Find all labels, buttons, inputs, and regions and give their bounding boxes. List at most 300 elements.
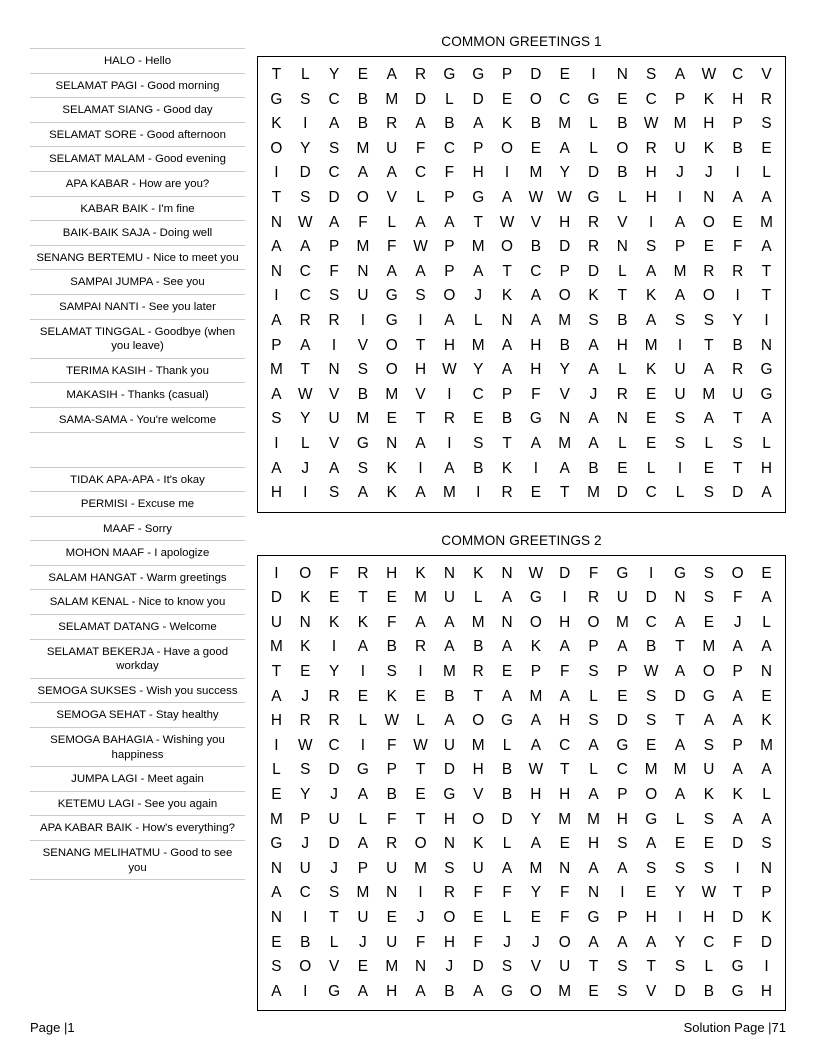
- grid-cell: D: [559, 564, 571, 582]
- grid-cell: L: [762, 164, 771, 182]
- grid-cell: H: [530, 786, 542, 804]
- grid-cell: S: [501, 958, 513, 976]
- grid-cell: A: [271, 884, 282, 902]
- grid-cell: L: [618, 262, 627, 280]
- grid-cell: L: [300, 434, 310, 452]
- grid-cell: M: [644, 336, 658, 354]
- grid-cell: P: [732, 663, 743, 681]
- grid-cell: J: [589, 385, 598, 403]
- grid-cell: W: [413, 736, 428, 754]
- grid-cell: G: [472, 66, 485, 83]
- word-list-item: MOHON MAAF - I apologize: [30, 541, 245, 566]
- grid-cell: A: [588, 736, 599, 754]
- grid-cell: M: [471, 238, 485, 256]
- grid-cell: K: [501, 115, 513, 133]
- grid-cell: A: [415, 982, 426, 1000]
- grid-row: [262, 906, 781, 931]
- grid-cell: S: [674, 434, 686, 452]
- grid-cell: G: [529, 589, 542, 607]
- grid-cell: T: [559, 484, 570, 502]
- grid-cell: R: [732, 361, 744, 379]
- grid-cell: I: [331, 336, 337, 354]
- grid-cell: E: [761, 139, 772, 157]
- grid-cell: N: [270, 213, 282, 231]
- grid-cell: A: [674, 66, 686, 83]
- grid-cell: M: [673, 761, 687, 779]
- word-list-item: SELAMAT TINGGAL - Goodbye (when you leave): [30, 320, 245, 359]
- grid-cell: O: [299, 564, 312, 582]
- page-content: [30, 34, 786, 1011]
- grid-cell: S: [646, 66, 657, 83]
- grid-cell: B: [732, 336, 743, 354]
- grid-row: [262, 783, 781, 808]
- grid-cell: K: [386, 459, 397, 477]
- grid-cell: N: [270, 859, 282, 877]
- grid-cell: A: [646, 262, 657, 280]
- grid-cell: O: [529, 613, 542, 631]
- grid-cell: A: [300, 336, 311, 354]
- grid-row: [262, 881, 781, 906]
- grid-cell: F: [588, 564, 599, 582]
- grid-cell: P: [444, 262, 455, 280]
- grid-cell: C: [703, 933, 715, 951]
- grid-cell: U: [328, 410, 340, 428]
- grid-cell: P: [617, 786, 628, 804]
- grid-cell: A: [674, 213, 686, 231]
- grid-cell: T: [732, 884, 743, 902]
- grid-row: [262, 857, 781, 882]
- grid-cell: O: [385, 361, 398, 379]
- grid-cell: R: [443, 884, 455, 902]
- grid-cell: B: [501, 761, 513, 779]
- grid-cell: J: [301, 687, 310, 705]
- word-lists-column: [30, 34, 245, 880]
- grid-cell: L: [416, 712, 425, 730]
- grid-cell: T: [617, 287, 628, 305]
- grid-cell: R: [357, 564, 369, 582]
- grid-cell: L: [618, 361, 627, 379]
- grid-cell: L: [704, 958, 714, 976]
- puzzle-1: [257, 34, 786, 513]
- grid-cell: V: [617, 213, 628, 231]
- grid-cell: R: [616, 385, 628, 403]
- grid-cell: S: [271, 410, 282, 428]
- grid-cell: G: [443, 786, 456, 804]
- grid-cell: C: [443, 139, 455, 157]
- grid-row: [262, 407, 781, 432]
- grid-cell: B: [617, 311, 628, 329]
- grid-cell: A: [588, 786, 599, 804]
- grid-row: [262, 931, 781, 956]
- grid-cell: K: [703, 90, 714, 108]
- grid-cell: V: [386, 188, 397, 206]
- grid-cell: P: [300, 810, 311, 828]
- grid-cell: P: [617, 663, 628, 681]
- grid-cell: G: [587, 90, 600, 108]
- grid-cell: U: [559, 958, 571, 976]
- grid-row: [262, 955, 781, 980]
- grid-cell: N: [616, 410, 628, 428]
- grid-cell: A: [473, 115, 484, 133]
- grid-cell: K: [530, 638, 541, 656]
- grid-cell: C: [616, 761, 628, 779]
- grid-cell: M: [270, 810, 283, 828]
- grid-cell: E: [530, 139, 541, 157]
- grid-cell: H: [472, 761, 484, 779]
- grid-cell: C: [645, 90, 657, 108]
- grid-cell: H: [386, 564, 398, 582]
- grid-cell: G: [472, 188, 485, 206]
- grid-cell: O: [702, 663, 715, 681]
- grid-cell: E: [703, 459, 714, 477]
- grid-cell: S: [328, 139, 340, 157]
- grid-cell: B: [444, 982, 455, 1000]
- grid-cell: M: [270, 361, 283, 379]
- grid-cell: E: [559, 835, 570, 853]
- grid-cell: F: [444, 164, 455, 182]
- grid-cell: N: [386, 434, 398, 452]
- grid-cell: V: [559, 385, 570, 403]
- grid-cell: T: [473, 687, 483, 705]
- grid-cell: K: [386, 687, 397, 705]
- grid-cell: V: [530, 958, 541, 976]
- grid-cell: F: [732, 589, 743, 607]
- grid-cell: G: [501, 712, 514, 730]
- grid-cell: M: [471, 613, 485, 631]
- grid-cell: P: [386, 761, 397, 779]
- grid-row: [262, 758, 781, 783]
- grid-cell: I: [331, 638, 337, 656]
- grid-cell: C: [328, 736, 340, 754]
- grid-cell: T: [732, 410, 743, 428]
- grid-cell: S: [703, 484, 714, 502]
- grid-cell: D: [587, 262, 600, 280]
- grid-cell: N: [616, 238, 628, 256]
- grid-cell: M: [760, 736, 773, 754]
- grid-cell: G: [616, 564, 629, 582]
- grid-cell: R: [703, 262, 715, 280]
- grid-cell: S: [703, 859, 714, 877]
- grid-cell: W: [643, 115, 659, 133]
- word-list-item: BAIK-BAIK SAJA - Doing well: [30, 221, 245, 246]
- grid-cell: S: [703, 564, 714, 582]
- grid-cell: A: [444, 459, 455, 477]
- grid-cell: M: [673, 262, 687, 280]
- grid-cell: I: [303, 115, 308, 133]
- grid-cell: U: [386, 859, 398, 877]
- word-list-item: PERMISI - Excuse me: [30, 492, 245, 517]
- grid-cell: T: [675, 638, 685, 656]
- grid-cell: C: [559, 736, 571, 754]
- word-list-item: MAAF - Sorry: [30, 517, 245, 542]
- grid-cell: I: [303, 484, 308, 502]
- grid-cell: E: [415, 786, 426, 804]
- word-list-item: SAMPAI JUMPA - See you: [30, 270, 245, 295]
- grid-cell: A: [530, 311, 541, 329]
- grid-cell: S: [328, 484, 340, 502]
- grid-cell: B: [386, 638, 397, 656]
- grid-cell: D: [328, 188, 340, 206]
- grid-cell: E: [357, 66, 369, 83]
- grid-cell: Y: [559, 164, 570, 182]
- grid-cell: I: [418, 663, 423, 681]
- grid-cell: W: [297, 385, 313, 403]
- grid-cell: A: [444, 213, 455, 231]
- grid-cell: A: [703, 361, 714, 379]
- grid-cell: E: [501, 663, 513, 681]
- grid-cell: T: [300, 361, 310, 379]
- grid-row: [262, 309, 781, 334]
- grid-cell: I: [303, 982, 308, 1000]
- grid-cell: S: [646, 238, 657, 256]
- grid-cell: O: [645, 786, 658, 804]
- grid-cell: N: [386, 884, 398, 902]
- grid-cell: S: [703, 736, 714, 754]
- grid-cell: C: [299, 884, 311, 902]
- grid-row: [262, 63, 781, 88]
- grid-cell: W: [557, 188, 572, 206]
- grid-cell: O: [385, 336, 398, 354]
- grid-cell: F: [732, 933, 743, 951]
- grid-cell: K: [761, 712, 772, 730]
- grid-cell: E: [646, 736, 657, 754]
- grid-cell: C: [414, 164, 427, 182]
- grid-row: [262, 334, 781, 359]
- grid-cell: D: [328, 761, 340, 779]
- grid-cell: Y: [328, 663, 340, 681]
- page-footer: [30, 1020, 786, 1036]
- grid-cell: O: [472, 712, 485, 730]
- grid-cell: S: [703, 810, 714, 828]
- grid-cell: N: [443, 564, 455, 582]
- word-list-item: SELAMAT PAGI - Good morning: [30, 74, 245, 99]
- grid-cell: S: [617, 982, 628, 1000]
- word-list-item: KABAR BAIK - I'm fine: [30, 197, 245, 222]
- grid-cell: D: [760, 933, 773, 951]
- grid-cell: L: [387, 213, 396, 231]
- grid-cell: G: [328, 982, 341, 1000]
- grid-cell: T: [271, 66, 282, 83]
- grid-cell: H: [760, 459, 773, 477]
- grid-cell: T: [704, 336, 714, 354]
- grid-row: [262, 211, 781, 236]
- grid-cell: S: [703, 311, 714, 329]
- grid-cell: U: [270, 613, 282, 631]
- grid-cell: W: [413, 238, 428, 256]
- word-list-item: SEMOGA SEHAT - Stay healthy: [30, 703, 245, 728]
- grid-cell: R: [472, 663, 484, 681]
- grid-cell: O: [472, 810, 485, 828]
- grid-cell: E: [530, 909, 541, 926]
- grid-cell: C: [472, 385, 484, 403]
- grid-cell: V: [646, 982, 657, 1000]
- grid-cell: I: [677, 459, 683, 477]
- grid-cell: N: [559, 859, 571, 877]
- grid-cell: F: [559, 909, 570, 926]
- grid-cell: S: [300, 188, 311, 206]
- grid-row: [262, 284, 781, 309]
- grid-cell: I: [504, 164, 510, 182]
- grid-cell: E: [386, 589, 397, 607]
- grid-cell: T: [588, 958, 599, 976]
- grid-cell: L: [329, 933, 339, 951]
- grid-cell: D: [616, 712, 628, 730]
- grid-cell: N: [501, 564, 513, 582]
- grid-cell: D: [732, 484, 744, 502]
- grid-cell: M: [270, 638, 283, 656]
- grid-cell: A: [674, 663, 686, 681]
- grid-cell: Y: [732, 311, 743, 329]
- grid-cell: A: [588, 361, 599, 379]
- grid-cell: A: [501, 859, 513, 877]
- grid-cell: K: [328, 613, 340, 631]
- grid-cell: E: [761, 564, 772, 582]
- grid-cell: B: [588, 459, 599, 477]
- grid-cell: I: [274, 564, 279, 582]
- grid-cell: A: [761, 810, 772, 828]
- grid-cell: T: [415, 810, 426, 828]
- grid-cell: H: [703, 909, 715, 926]
- grid-cell: S: [415, 287, 426, 305]
- grid-cell: G: [356, 761, 369, 779]
- grid-cell: H: [443, 933, 455, 951]
- grid-cell: G: [356, 434, 369, 452]
- grid-cell: A: [559, 687, 570, 705]
- grid-cell: Y: [530, 810, 541, 828]
- grid-cell: A: [530, 835, 541, 853]
- grid-cell: Y: [328, 66, 340, 83]
- grid-cell: H: [443, 810, 455, 828]
- grid-cell: J: [330, 786, 338, 804]
- grid-cell: T: [329, 909, 339, 926]
- grid-cell: T: [502, 434, 512, 452]
- grid-cell: W: [384, 712, 399, 730]
- grid-cell: A: [501, 589, 513, 607]
- grid-cell: R: [328, 311, 340, 329]
- grid-cell: K: [703, 139, 714, 157]
- grid-cell: D: [645, 589, 657, 607]
- grid-cell: E: [703, 613, 714, 631]
- grid-cell: H: [760, 982, 773, 1000]
- grid-cell: A: [328, 115, 340, 133]
- grid-cell: A: [674, 736, 686, 754]
- grid-cell: I: [274, 287, 279, 305]
- word-list-item: APA KABAR BAIK - How's everything?: [30, 816, 245, 841]
- grid-cell: M: [385, 958, 399, 976]
- word-list-item: SELAMAT SORE - Good afternoon: [30, 123, 245, 148]
- grid-cell: E: [617, 687, 628, 705]
- grid-row: [262, 481, 781, 506]
- grid-row: [262, 709, 781, 734]
- grid-cell: M: [442, 663, 456, 681]
- grid-cell: R: [443, 410, 455, 428]
- grid-cell: S: [300, 761, 311, 779]
- grid-cell: T: [358, 589, 368, 607]
- word-list-item: SALAM KENAL - Nice to know you: [30, 590, 245, 615]
- grid-cell: G: [385, 311, 398, 329]
- grid-cell: Y: [473, 361, 484, 379]
- grid-cell: A: [357, 164, 369, 182]
- grid-cell: A: [559, 459, 570, 477]
- grid-cell: F: [358, 213, 368, 231]
- grid-cell: A: [530, 287, 541, 305]
- grid-cell: L: [589, 761, 598, 779]
- grid-cell: I: [274, 434, 279, 452]
- grid-cell: K: [501, 287, 513, 305]
- grid-cell: A: [386, 66, 397, 83]
- grid-cell: I: [735, 164, 740, 182]
- grid-cell: B: [444, 687, 455, 705]
- grid-cell: T: [761, 262, 772, 280]
- grid-cell: O: [731, 564, 744, 582]
- grid-cell: I: [764, 958, 769, 976]
- grid-row: [262, 611, 781, 636]
- grid-cell: M: [587, 484, 600, 502]
- grid-cell: L: [358, 810, 368, 828]
- grid-cell: A: [732, 188, 743, 206]
- grid-cell: B: [444, 115, 455, 133]
- grid-cell: G: [674, 564, 686, 582]
- grid-cell: I: [677, 909, 683, 926]
- grid-cell: A: [588, 933, 599, 951]
- grid-cell: N: [559, 410, 571, 428]
- grid-cell: O: [356, 188, 369, 206]
- grid-cell: I: [649, 564, 654, 582]
- grid-cell: A: [357, 835, 369, 853]
- grid-cell: S: [674, 410, 686, 428]
- grid-cell: A: [328, 459, 340, 477]
- grid-cell: I: [562, 589, 567, 607]
- grid-cell: D: [299, 164, 311, 182]
- grid-cell: J: [733, 613, 742, 631]
- grid-cell: A: [415, 484, 426, 502]
- grid-cell: S: [271, 958, 282, 976]
- grid-cell: N: [587, 884, 600, 902]
- grid-cell: U: [386, 139, 398, 157]
- grid-row: [262, 734, 781, 759]
- grid-cell: F: [732, 238, 743, 256]
- word-list-1: [30, 48, 245, 433]
- word-list-item: SALAM HANGAT - Warm greetings: [30, 566, 245, 591]
- grid-cell: L: [272, 761, 281, 779]
- grid-cell: V: [761, 66, 772, 83]
- grid-cell: I: [591, 66, 596, 83]
- grid-cell: L: [502, 909, 512, 926]
- grid-cell: V: [328, 434, 340, 452]
- word-list-item: HALO - Hello: [30, 48, 245, 74]
- grid-cell: I: [274, 736, 279, 754]
- grid-cell: G: [702, 687, 715, 705]
- grid-cell: A: [559, 638, 570, 656]
- grid-cell: D: [270, 589, 282, 607]
- grid-cell: A: [444, 638, 455, 656]
- grid-cell: M: [356, 410, 370, 428]
- grid-cell: M: [471, 736, 485, 754]
- grid-cell: H: [703, 115, 715, 133]
- grid-cell: U: [674, 385, 686, 403]
- grid-cell: H: [616, 810, 628, 828]
- grid-cell: P: [357, 859, 369, 877]
- grid-cell: S: [328, 884, 340, 902]
- grid-cell: M: [356, 139, 370, 157]
- grid-cell: Y: [300, 139, 311, 157]
- grid-cell: S: [674, 311, 686, 329]
- grid-cell: A: [501, 638, 513, 656]
- grid-cell: T: [271, 188, 282, 206]
- grid-cell: I: [735, 287, 740, 305]
- grid-cell: F: [415, 933, 426, 951]
- grid-cell: E: [761, 687, 772, 705]
